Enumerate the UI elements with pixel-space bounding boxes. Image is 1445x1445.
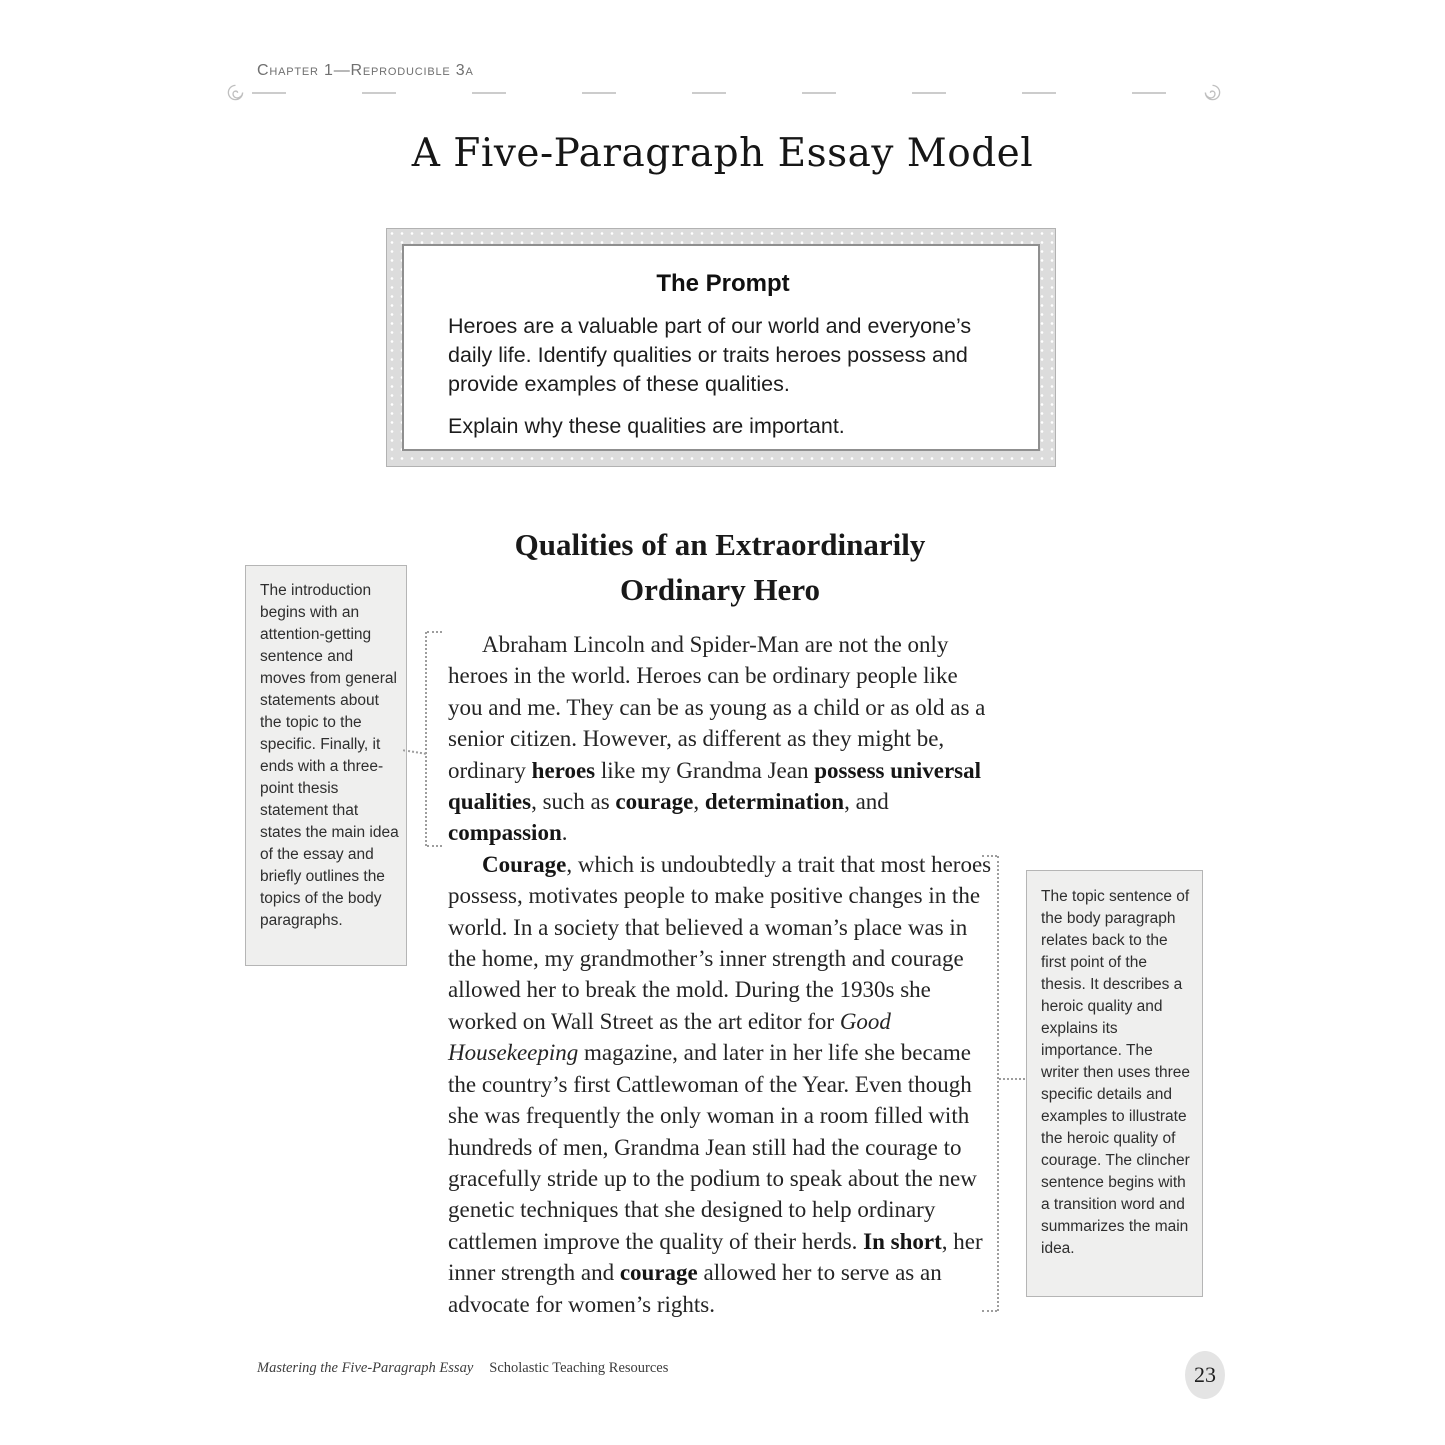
chapter-label: Chapter 1—Reproducible 3a <box>257 62 474 79</box>
spiral-ornament-icon <box>1203 83 1222 102</box>
footer-book-title: Mastering the Five-Paragraph Essay <box>257 1360 474 1376</box>
prompt-box <box>386 228 1056 467</box>
essay-title <box>448 522 992 612</box>
annotation-box-topic-sentence <box>1026 870 1203 1297</box>
essay-paragraph: Abraham Lincoln and Spider-Man are not the only heroes in the world. Heroes can be ordinary people like you and me. They can be as young as a child or as old as a senior citizen. However, as different as they might be, ordinary heroes like my Grandma Jean possess universal qualities, such as courage, determination, and compassion. <box>448 632 986 846</box>
dotted-bracket-right-bottom <box>982 1310 997 1312</box>
prompt-paragraph: Explain why these qualities are important. <box>448 414 845 438</box>
annotation-text: The topic sentence of the body paragraph relates back to the first point of the thesis. It describes a heroic quality and explains its importance. The writer then uses three specific details and examples to illustrate the heroic quality of courage. The clincher sentence begins with a transition word and summarizes the main idea. <box>1041 888 1191 1257</box>
dotted-bracket-right-top <box>982 855 997 857</box>
essay-paragraph: Courage, which is undoubtedly a trait that most heroes possess, motivates people to make positive changes in the world. In a society that believed a woman’s place was in the home, my grandmother’s inner strength and courage allowed her to break the mold. During the 1930s she worked on Wall Street as the art editor for Good Housekeeping magazine, and later in her life she became the country’s first Cattlewoman of the Year. Even though she was frequently the only woman in a room filled with hundreds of men, Grandma Jean still had the courage to gracefully stride up to the podium to speak about the new genetic techniques that she designed to help ordinary cattlemen improve the quality of their herds. In short, her inner strength and courage allowed her to serve as an advocate for women’s rights. <box>448 851 992 1317</box>
dotted-bracket-left <box>425 632 427 846</box>
dotted-bracket-right <box>997 856 999 1311</box>
annotation-text: The introduction begins with an attention-getting sentence and moves from general statements about the topic to the specific. Finally, it ends with a three-point thesis statement that states the main idea of the essay and briefly outlines the topics of the body paragraphs. <box>260 582 399 929</box>
essay-title-line: Ordinary Hero <box>619 572 821 607</box>
dotted-bracket-left-top <box>427 631 442 633</box>
decorative-rule <box>226 83 1222 103</box>
footer <box>257 1360 668 1377</box>
essay-title-line: Qualities of an Extraordinarily <box>514 527 926 562</box>
page-title: A Five-Paragraph Essay Model <box>411 131 1034 176</box>
page-number: 23 <box>1194 1362 1216 1387</box>
essay-body <box>448 629 993 1320</box>
prompt-box-inner <box>402 244 1040 451</box>
dotted-bracket-left-bottom <box>427 845 442 847</box>
spiral-ornament-icon <box>226 83 245 102</box>
prompt-title: The Prompt <box>656 270 790 297</box>
footer-publisher: Scholastic Teaching Resources <box>489 1360 669 1376</box>
dotted-connector-right <box>999 1078 1025 1080</box>
annotation-box-introduction <box>245 565 407 966</box>
dashed-line <box>252 92 1196 94</box>
prompt-paragraph: Heroes are a valuable part of our world and everyone’s daily life. Identify qualities or traits heroes possess and provide examples of these qualities. <box>448 314 972 396</box>
page-number-badge <box>1185 1351 1225 1399</box>
